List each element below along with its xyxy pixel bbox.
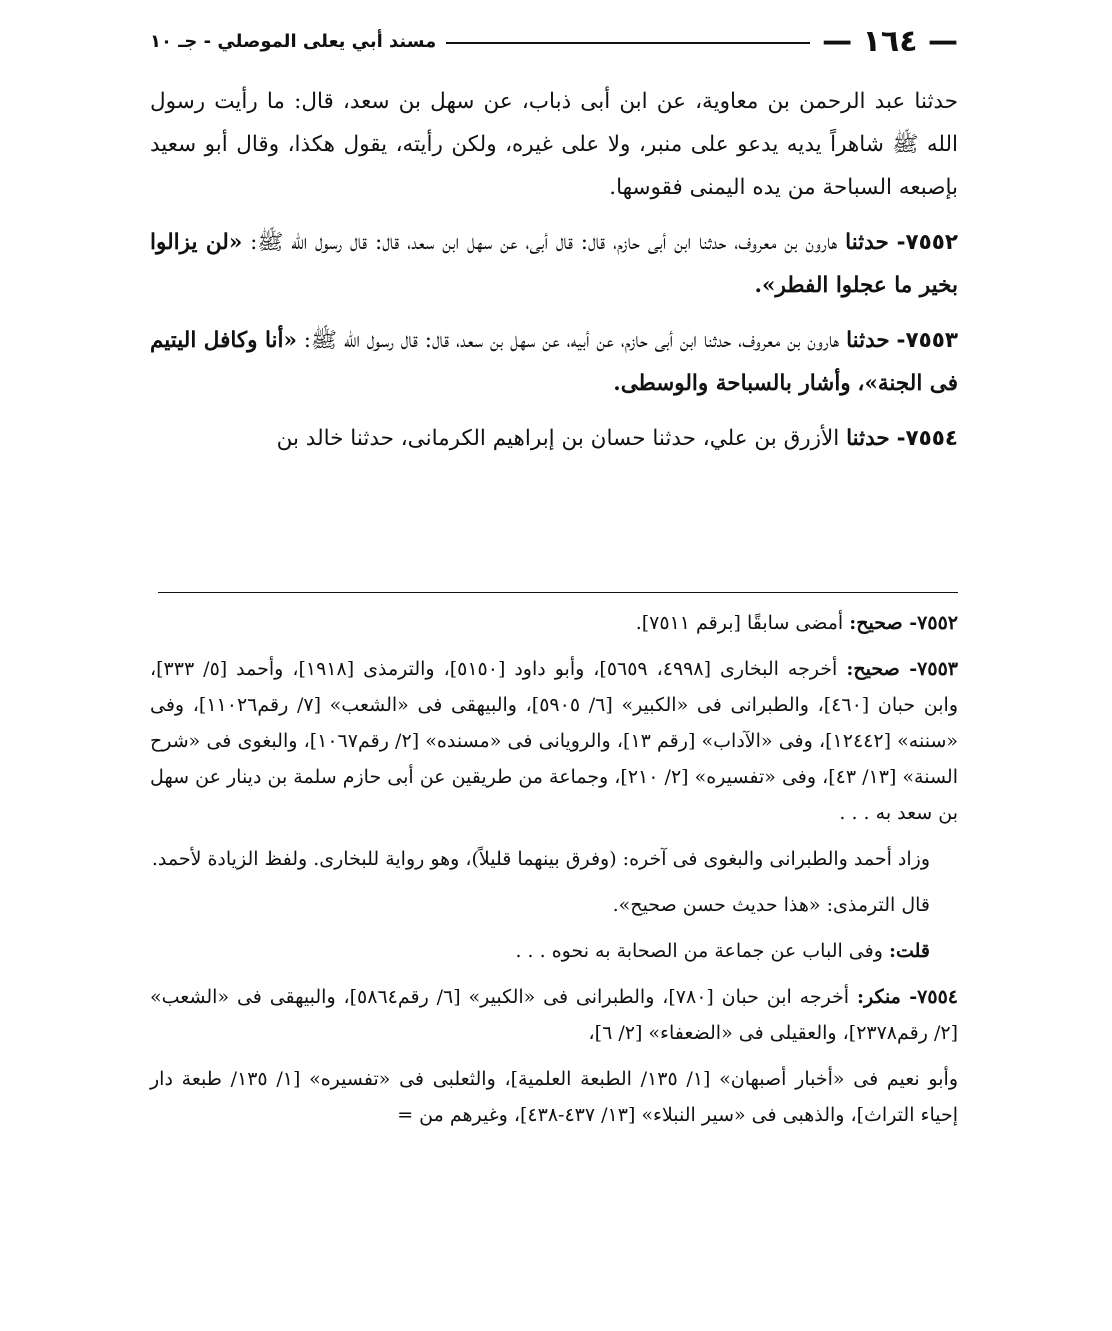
footnote-7553-tirmidhi: قال الترمذى: «هذا حديث حسن صحيح». xyxy=(612,894,930,916)
footnote-7554-continued: وأبو نعيم فى «أخبار أصبهان» [١/ ١٣٥/ الطبعة العلمية]، والثعلبى فى «تفسيره» [١/ ١٣٥/ طبعة دار إحياء التراث]، والذهبى فى «سير النبلاء» [١٣/ ٤٣٧-٤٣٨]، وغيرهم من = xyxy=(150,1068,958,1126)
hadith-keyword: حدثنا xyxy=(846,328,890,353)
hadith-7554 xyxy=(150,417,958,460)
footnotes xyxy=(150,605,958,1143)
hadith-text: هارون بن معروف، حدثنا ابن أبى حازم، عن أبيه، عن سهل بن سعد، قال: قال رسول الله ﷺ: xyxy=(303,328,840,353)
footnote-7554 xyxy=(150,979,958,1051)
footnote-label: ٧٥٥٢- صحيح: xyxy=(849,612,958,634)
hadith-7553 xyxy=(150,319,958,405)
hadith-keyword: حدثنا xyxy=(846,426,890,451)
footnote-divider xyxy=(158,592,958,593)
footnote-7553-addition: وزاد أحمد والطبرانى والبغوى فى آخره: (وفرق بينهما قليلاً)، وهو رواية للبخارى. ولفظ الزيادة لأحمد. xyxy=(151,848,930,870)
footnote-text: أخرجه ابن حبان [٧٨٠]، والطبرانى فى «الكبير» [٦/ رقم٥٨٦٤]، والبيهقى فى «الشعب» [٢/ رقم٢٣٧٨]، والعقيلى فى «الضعفاء» [٢/ ٦]، xyxy=(150,986,958,1044)
qult-text: وفى الباب عن جماعة من الصحابة به نحوه . . . xyxy=(515,940,883,962)
footnote-7553-qult xyxy=(150,933,958,969)
paragraph-continuation: حدثنا عبد الرحمن بن معاوية، عن ابن أبى ذباب، عن سهل بن سعد، قال: ما رأيت رسول الله ﷺ شاهراً يديه يدعو على منبر، ولا على غيره، ولكن رأيته، يقول هكذا، وقال أبو سعيد بإصبعه السباحة من يده اليمنى فقوسها. xyxy=(150,89,958,200)
hadith-text: الأزرق بن علي، حدثنا حسان بن إبراهيم الكرمانى، حدثنا خالد بن xyxy=(276,426,840,451)
hadith-text: هارون بن معروف، حدثنا ابن أبى حازم، قال: قال أبى، عن سهل ابن سعد، قال: قال رسول الله ﷺ: xyxy=(250,230,838,255)
footnote-7553 xyxy=(150,651,958,831)
footnote-text: أمضى سابقًا [برقم ٧٥١١]. xyxy=(635,612,844,634)
hadith-number: ٧٥٥٢- xyxy=(896,230,959,255)
hadith-tail: وأشار بالسباحة والوسطى. xyxy=(613,371,851,396)
hadith-quote: «أنا وكافل اليتيم فى الجنة»، xyxy=(150,328,958,396)
page-number: — ١٦٤ — xyxy=(810,22,958,62)
footnote-label: ٧٥٥٣- صحيح: xyxy=(846,658,958,680)
hadith-number: ٧٥٥٤- xyxy=(896,426,958,451)
book-title: مسند أبي يعلى الموصلي - جـ ١٠ xyxy=(150,28,446,56)
main-text xyxy=(150,80,958,472)
page-header xyxy=(150,22,958,62)
hadith-7552 xyxy=(150,221,958,307)
footnote-7552 xyxy=(150,605,958,641)
hadith-keyword: حدثنا xyxy=(845,230,889,255)
qult-label: قلت: xyxy=(888,940,930,962)
hadith-quote: «لن يزالوا بخير ما عجلوا الفطر». xyxy=(150,230,958,298)
hadith-number: ٧٥٥٣- xyxy=(896,328,958,353)
footnote-label: ٧٥٥٤- منكر: xyxy=(856,986,958,1008)
footnote-text: أخرجه البخارى [٤٩٩٨، ٥٦٥٩]، وأبو داود [٥١٥٠]، والترمذى [١٩١٨]، وأحمد [٥/ ٣٣٣]، وابن حبان [٤٦٠]، والطبرانى فى «الكبير» [٦/ ٥٩٠٥]، والبيهقى فى «الشعب» [٧/ رقم١١٠٢٦]، وفى «سننه» [١٢٤٤٢]، وفى «الآداب» [رقم ١٣]، والرويانى فى «مسنده» [٢/ رقم١٠٦٧]، والبغوى فى «شرح السنة» [١٣/ ٤٣]، وفى «تفسيره» [٢/ ٢١٠]، وجماعة من طريقين عن أبى حازم سلمة بن دينار عن سهل بن سعد به . . . xyxy=(150,658,959,824)
page-number-text: ١٦٤ xyxy=(862,24,918,59)
